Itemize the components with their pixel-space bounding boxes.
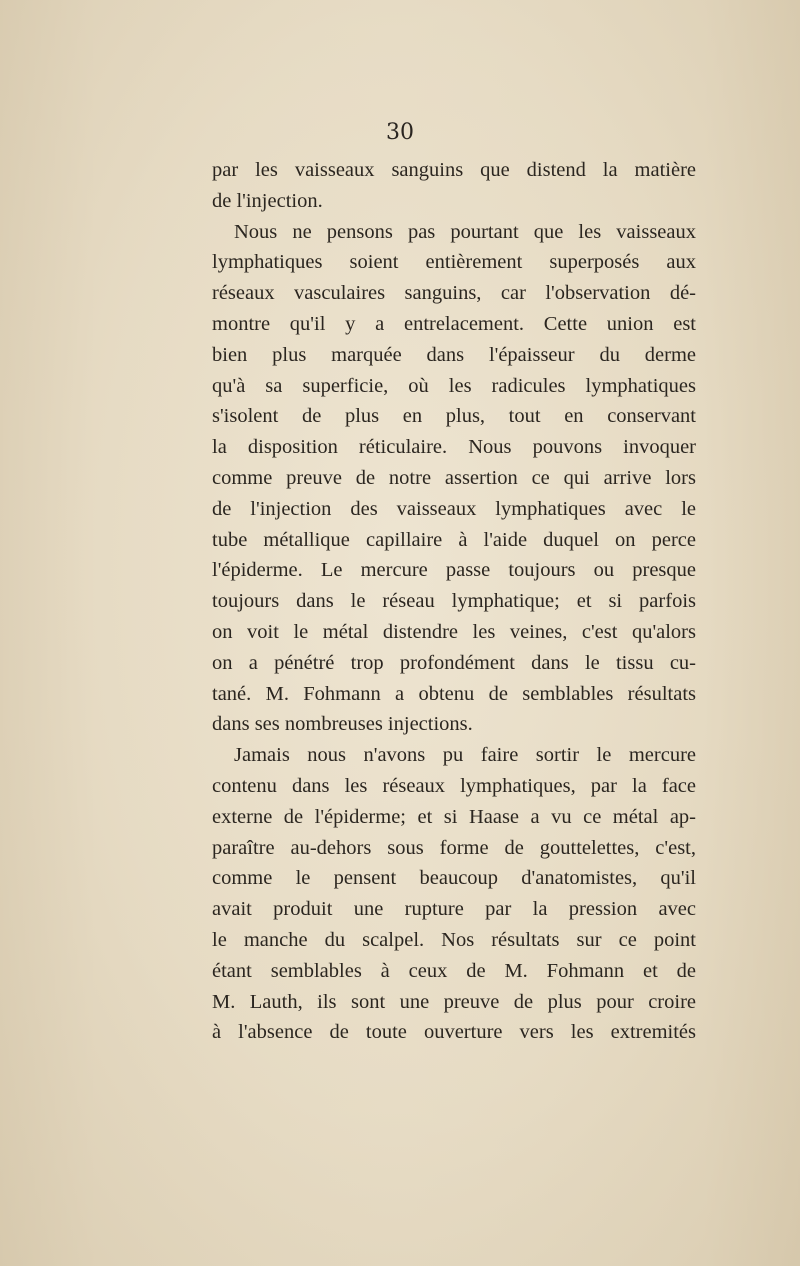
- text-line: on a pénétré trop profondément dans le tissu cu-: [212, 651, 696, 674]
- text-line: contenu dans les réseaux lymphatiques, par la face: [212, 774, 696, 797]
- text-line: lymphatiques soient entièrement superposés aux: [212, 251, 696, 274]
- text-line: à l'absence de toute ouverture vers les extremités: [212, 1021, 696, 1044]
- text-line: le manche du scalpel. Nos résultats sur ce point: [212, 928, 696, 951]
- text-line: montre qu'il y a entrelacement. Cette union est: [212, 312, 696, 335]
- text-line: tube métallique capillaire à l'aide duquel on perce: [212, 528, 696, 551]
- text-line: bien plus marquée dans l'épaisseur du derme: [212, 343, 696, 366]
- text-line: M. Lauth, ils sont une preuve de plus pour croire: [212, 990, 696, 1013]
- text-line: toujours dans le réseau lymphatique; et si parfois: [212, 590, 696, 613]
- text-line: qu'à sa superficie, où les radicules lymphatiques: [212, 374, 696, 397]
- text-line: comme le pensent beaucoup d'anatomistes, qu'il: [212, 867, 696, 890]
- text-line: par les vaisseaux sanguins que distend la matière: [212, 159, 696, 181]
- text-line: de l'injection des vaisseaux lymphatiques avec le: [212, 497, 696, 520]
- text-line: la disposition réticulaire. Nous pouvons invoquer: [212, 436, 696, 459]
- text-line: étant semblables à ceux de M. Fohmann et de: [212, 959, 696, 982]
- text-line: avait produit une rupture par la pression avec: [212, 898, 696, 921]
- text-line: tané. M. Fohmann a obtenu de semblables résultats: [212, 682, 696, 705]
- text-line: réseaux vasculaires sanguins, car l'observation dé-: [212, 282, 696, 305]
- text-line: Jamais nous n'avons pu faire sortir le mercure: [234, 744, 696, 767]
- text-line: on voit le métal distendre les veines, c'est qu'alors: [212, 620, 696, 643]
- text-line: paraître au-dehors sous forme de gouttelettes, c'est,: [212, 836, 696, 859]
- body-text: [212, 155, 696, 1048]
- text-line: comme preuve de notre assertion ce qui arrive lors: [212, 466, 696, 489]
- text-line: Nous ne pensons pas pourtant que les vaisseaux: [234, 220, 696, 243]
- text-line: l'épiderme. Le mercure passe toujours ou presque: [212, 559, 696, 582]
- page-number: 30: [386, 120, 414, 145]
- text-line: externe de l'épiderme; et si Haase a vu ce métal ap-: [212, 805, 696, 828]
- text-line: s'isolent de plus en plus, tout en conservant: [212, 405, 696, 428]
- text-line: dans ses nombreuses injections.: [212, 713, 473, 736]
- text-line: de l'injection.: [212, 189, 323, 212]
